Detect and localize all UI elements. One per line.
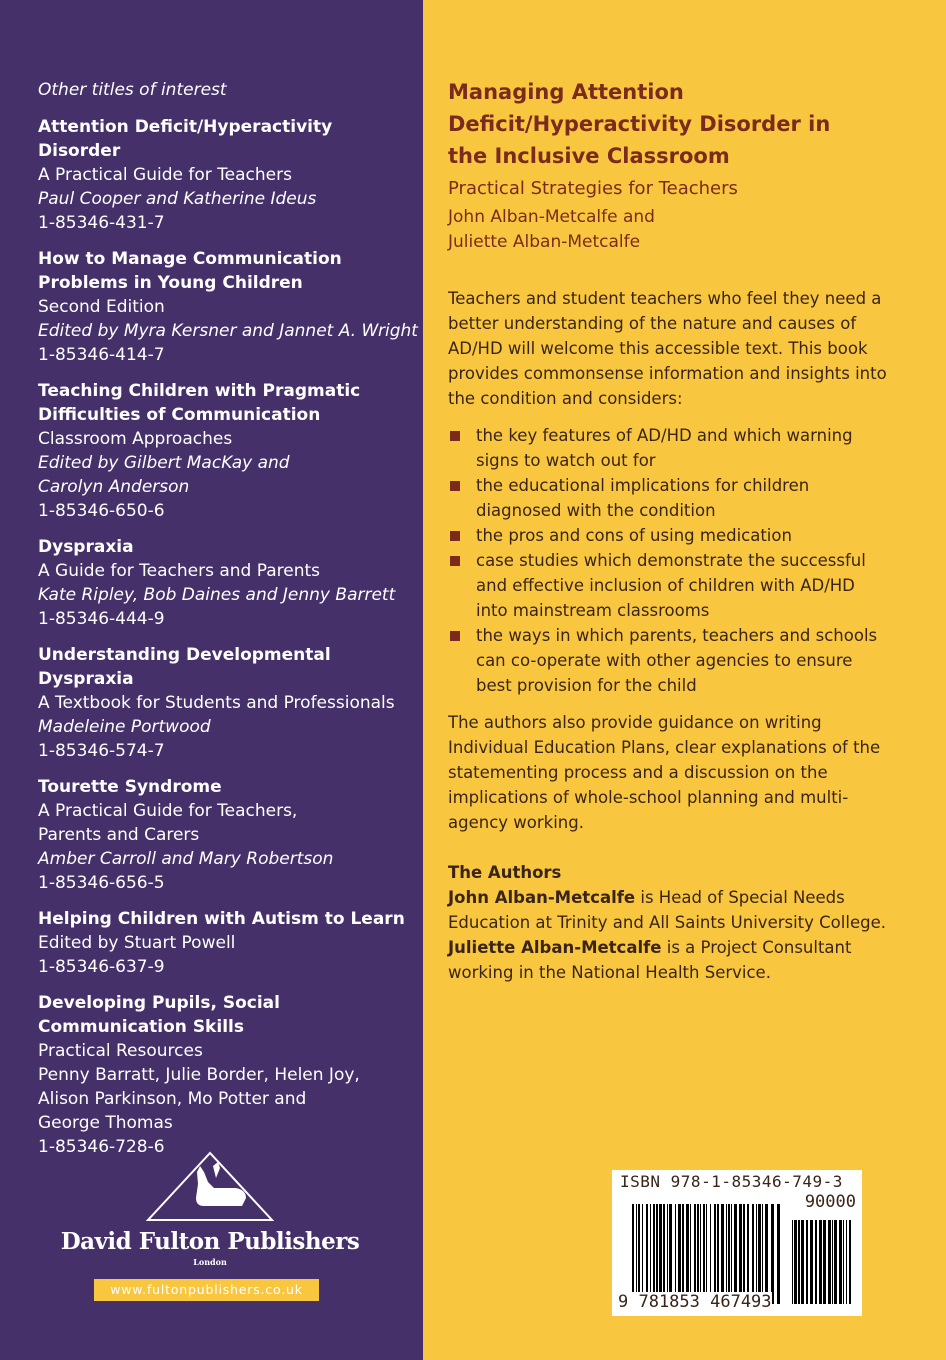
- entry-authors: Edited by Myra Kersner and Jannet A. Wright: [38, 321, 418, 341]
- entry-title: Developing Pupils, Social: [38, 993, 280, 1013]
- blurb-intro: Teachers and student teachers who feel they need a better understanding of the nature and causes of AD/HD will welcome this accessible text. This book provides commonsense information and insights into the condition and considers:: [448, 289, 887, 408]
- bar: [743, 1204, 745, 1304]
- entry-title: Dyspraxia: [38, 537, 134, 557]
- entry-subtitle: Penny Barratt, Julie Border, Helen Joy,: [38, 1065, 360, 1085]
- back-cover-left-panel: [0, 0, 423, 1360]
- entry-subtitle: A Textbook for Students and Professionals: [38, 693, 395, 713]
- bar: [832, 1220, 833, 1304]
- book-title: [448, 76, 928, 172]
- bar: [756, 1204, 757, 1304]
- author-line: Juliette Alban-Metcalfe: [448, 232, 641, 252]
- bar: [758, 1204, 761, 1304]
- title-entry: [38, 991, 418, 1159]
- bar: [714, 1204, 716, 1304]
- price-code: 90000: [804, 1192, 856, 1212]
- bar: [667, 1204, 668, 1304]
- author1-name: John Alban-Metcalfe: [448, 888, 636, 907]
- entry-subtitle: Classroom Approaches: [38, 429, 233, 449]
- bar: [659, 1204, 662, 1304]
- bar: [828, 1220, 831, 1304]
- entry-subtitle: Practical Resources: [38, 1041, 203, 1061]
- feature-item: the ways in which parents, teachers and schools can co-operate with other agencies to ensure best provision for the child: [448, 623, 888, 698]
- entry-subtitle: Alison Parkinson, Mo Potter and: [38, 1089, 307, 1109]
- bar: [726, 1204, 727, 1304]
- title-line: Deficit/Hyperactivity Disorder in: [448, 112, 831, 136]
- feature-item: case studies which demonstrate the successful and effective inclusion of children with AD/HD into mainstream classrooms: [448, 548, 888, 623]
- entry-isbn: 1-85346-637-9: [38, 957, 165, 977]
- entry-isbn: 1-85346-444-9: [38, 609, 165, 629]
- entry-authors: Amber Carroll and Mary Robertson: [38, 849, 334, 869]
- bar: [636, 1204, 637, 1304]
- deer-triangle-icon: [145, 1150, 275, 1222]
- entry-subtitle: Second Edition: [38, 297, 165, 317]
- feature-item: the educational implications for children diagnosed with the condition: [448, 473, 888, 523]
- entry-subtitle: A Guide for Teachers and Parents: [38, 561, 321, 581]
- bar: [717, 1204, 719, 1304]
- entry-subtitle: George Thomas: [38, 1113, 173, 1133]
- bar: [810, 1220, 813, 1304]
- entry-authors: Paul Cooper and Katherine Ideus: [38, 189, 317, 209]
- bar: [728, 1204, 730, 1304]
- publisher-name: David Fulton Publishers: [60, 1228, 360, 1255]
- entry-isbn: 1-85346-414-7: [38, 345, 165, 365]
- entry-title: Dyspraxia: [38, 669, 134, 689]
- bar: [734, 1204, 737, 1304]
- entry-subtitle: Parents and Carers: [38, 825, 200, 845]
- bar: [700, 1204, 701, 1304]
- author2-bio: is a Project Consultant working in the National Health Service.: [448, 938, 852, 982]
- title-entry: [38, 247, 418, 367]
- bar: [815, 1220, 817, 1304]
- title-entry: [38, 907, 418, 979]
- entry-isbn: 1-85346-728-6: [38, 1137, 165, 1157]
- bar: [646, 1204, 648, 1304]
- bar: [771, 1204, 774, 1304]
- entry-title: Teaching Children with Pragmatic: [38, 381, 361, 401]
- bar: [765, 1204, 768, 1304]
- bar: [834, 1220, 837, 1304]
- bar: [798, 1220, 800, 1304]
- entry-authors: Carolyn Anderson: [38, 477, 190, 497]
- bar: [839, 1220, 842, 1304]
- bar: [849, 1220, 851, 1304]
- authors-bio: [448, 885, 888, 985]
- bar: [843, 1220, 844, 1304]
- isbn-barcode: [612, 1170, 862, 1316]
- bar: [806, 1220, 808, 1304]
- bar: [650, 1204, 651, 1304]
- author2-name: Juliette Alban-Metcalfe: [448, 938, 662, 957]
- bar: [638, 1204, 640, 1304]
- publisher-city: London: [193, 1257, 227, 1267]
- feature-item: the key features of AD/HD and which warning signs to watch out for: [448, 423, 888, 473]
- entry-title: Tourette Syndrome: [38, 777, 222, 797]
- bar: [739, 1204, 742, 1304]
- bar: [678, 1204, 681, 1304]
- bar: [656, 1204, 658, 1304]
- entry-title: Understanding Developmental: [38, 645, 331, 665]
- entry-isbn: 1-85346-656-5: [38, 873, 165, 893]
- title-entry: [38, 379, 418, 523]
- title-entry: [38, 775, 418, 895]
- bar: [686, 1204, 689, 1304]
- entry-authors: Edited by Gilbert MacKay and: [38, 453, 290, 473]
- bar: [801, 1220, 804, 1304]
- feature-list: [448, 423, 888, 698]
- bar: [682, 1204, 684, 1304]
- bar: [642, 1204, 643, 1304]
- entry-title: Problems in Young Children: [38, 273, 303, 293]
- bar: [752, 1204, 754, 1304]
- bar: [792, 1220, 793, 1304]
- bar: [710, 1204, 711, 1304]
- blurb-para2: The authors also provide guidance on writing Individual Education Plans, clear explanations of the statementing process and a discussion on the implications of whole-school planning and multi-agency working.: [448, 713, 881, 832]
- blurb: [448, 286, 888, 985]
- book-authors: [448, 205, 928, 255]
- bar: [663, 1204, 665, 1304]
- bar: [823, 1220, 826, 1304]
- author1-bio: is Head of Special Needs Education at Trinity and All Saints University College.: [448, 888, 886, 932]
- book-subtitle: Practical Strategies for Teachers: [448, 178, 738, 199]
- title-line: the Inclusive Classroom: [448, 144, 730, 168]
- bar: [697, 1204, 699, 1304]
- entry-title: How to Manage Communication: [38, 249, 342, 269]
- title-line: Managing Attention: [448, 80, 684, 104]
- other-titles-list: [38, 115, 418, 1171]
- bar: [690, 1204, 691, 1304]
- title-entry: [38, 115, 418, 235]
- isbn-text: ISBN 978-1-85346-749-3: [620, 1172, 843, 1191]
- bar: [703, 1204, 705, 1304]
- bar: [794, 1220, 797, 1304]
- authors-heading: The Authors: [448, 863, 562, 882]
- other-titles-heading: Other titles of interest: [38, 80, 227, 100]
- bar: [706, 1204, 707, 1304]
- bar: [653, 1204, 655, 1304]
- entry-title: Attention Deficit/Hyperactivity Disorder: [38, 117, 333, 161]
- entry-authors: Kate Ripley, Bob Daines and Jenny Barrett: [38, 585, 396, 605]
- bar: [694, 1204, 696, 1304]
- bar: [731, 1204, 732, 1304]
- price-barcode-bars: [792, 1220, 856, 1304]
- entry-authors: Madeleine Portwood: [38, 717, 211, 737]
- feature-item: the pros and cons of using medication: [448, 523, 888, 548]
- bar: [721, 1204, 724, 1304]
- entry-title: Communication Skills: [38, 1017, 244, 1037]
- publisher-website[interactable]: www.fultonpublishers.co.uk: [94, 1279, 319, 1301]
- publisher-logo: [60, 1150, 360, 1267]
- entry-isbn: 1-85346-574-7: [38, 741, 165, 761]
- bar: [669, 1204, 672, 1304]
- entry-isbn: 1-85346-431-7: [38, 213, 165, 233]
- bar: [819, 1220, 822, 1304]
- title-entry: [38, 535, 418, 631]
- back-cover-right-panel: [423, 0, 946, 1360]
- bar: [846, 1220, 847, 1304]
- bar: [762, 1204, 763, 1304]
- barcode-bars: [632, 1204, 782, 1304]
- bar: [675, 1204, 676, 1304]
- bar: [747, 1204, 749, 1304]
- entry-title: Helping Children with Autism to Learn: [38, 909, 405, 929]
- entry-subtitle: A Practical Guide for Teachers,: [38, 801, 298, 821]
- bar: [632, 1204, 634, 1304]
- bar: [777, 1204, 780, 1304]
- entry-subtitle: Edited by Stuart Powell: [38, 933, 236, 953]
- author-line: John Alban-Metcalfe and: [448, 207, 655, 227]
- entry-isbn: 1-85346-650-6: [38, 501, 165, 521]
- title-entry: [38, 643, 418, 763]
- entry-subtitle: A Practical Guide for Teachers: [38, 165, 292, 185]
- ean-number: 9 781853 467493: [618, 1292, 772, 1312]
- entry-title: Difficulties of Communication: [38, 405, 321, 425]
